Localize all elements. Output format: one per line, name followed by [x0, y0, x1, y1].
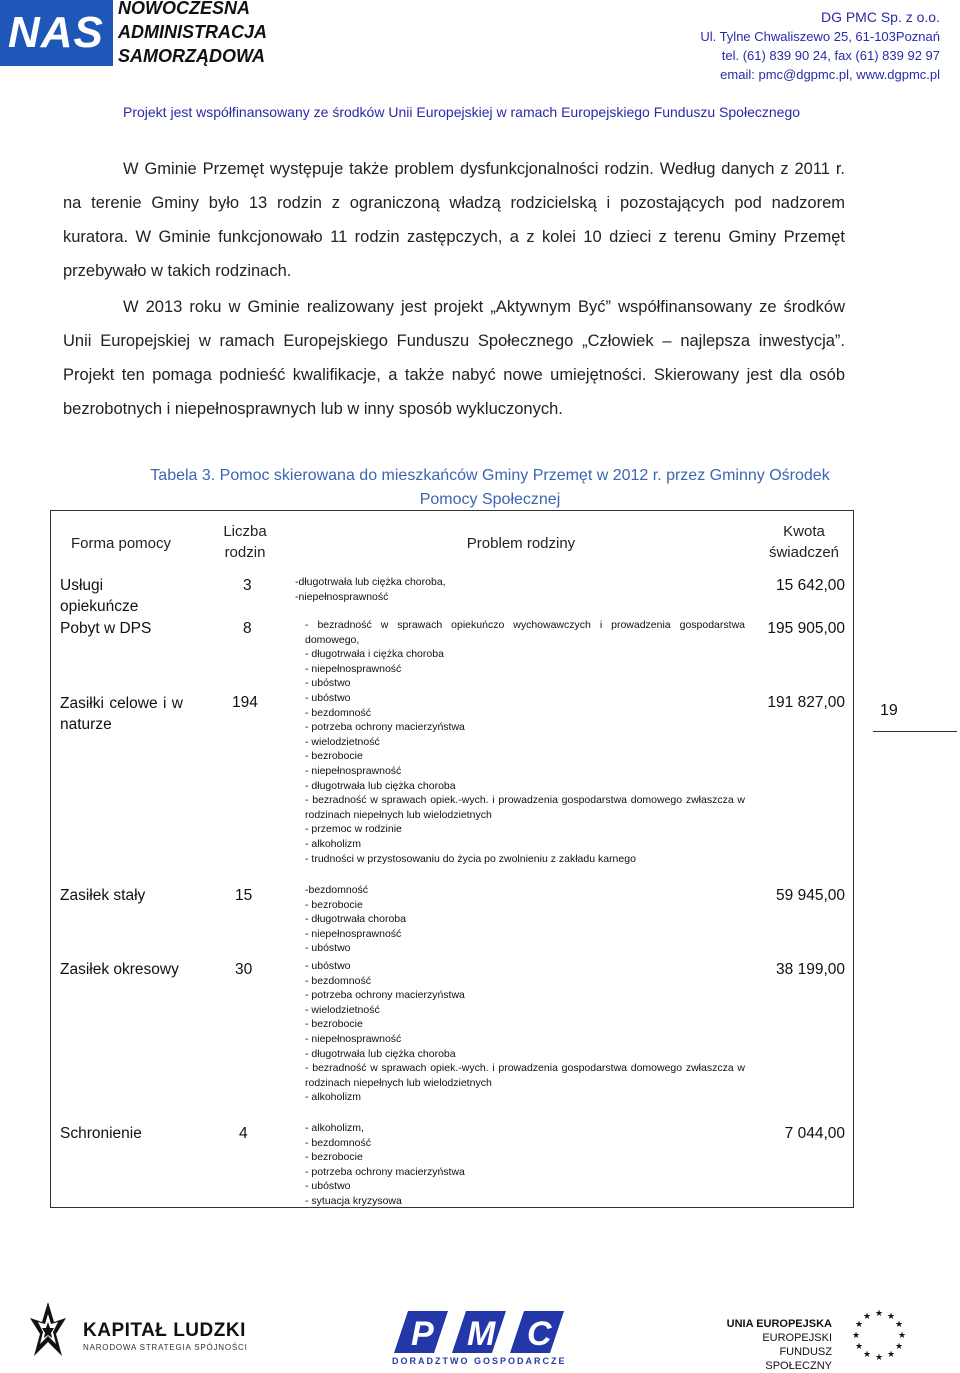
row-3-problem: - ubóstwo: [305, 692, 351, 704]
row-3-problem: - wielodzietność: [305, 735, 380, 748]
row-3-problem: - niepełnosprawność: [305, 764, 402, 777]
row-5-problem: - bezdomność: [305, 974, 371, 987]
row-5-problem: - ubóstwo: [305, 960, 351, 972]
row-2-form: Pobyt w DPS: [60, 620, 152, 637]
row-5-form: Zasiłek okresowy: [60, 961, 179, 978]
row-3-amount: 191 827,00: [767, 694, 845, 711]
row-3-problem: - trudności w przystosowaniu do życia po zwolnieniu z zakładu karnego: [305, 852, 636, 865]
row-4-problem: -bezdomność: [305, 884, 369, 896]
row-5-problem: - bezrobocie: [305, 1018, 363, 1031]
page-number-rule: [873, 731, 957, 732]
svg-text:★: ★: [894, 1342, 904, 1352]
nas-logo-abbr: NAS: [8, 8, 104, 57]
row-6-problems: [305, 1121, 745, 1209]
pmc-letter-p: P: [411, 1315, 434, 1353]
svg-text:★: ★: [854, 1342, 864, 1352]
ue-text: [720, 1317, 832, 1373]
row-2-count: 8: [243, 620, 252, 637]
header-form: Forma pomocy: [70, 535, 172, 552]
row-2-problem: - bezradność w sprawach opiekuńczo wychowawczych i prowadzenia gospodarstwa domowego,: [305, 619, 748, 646]
row-3-problem: - alkoholizm: [305, 837, 362, 850]
row-2-problem: - długotrwała i ciężka choroba: [305, 648, 444, 661]
row-6-problem: - alkoholizm,: [305, 1122, 364, 1134]
kapital-ludzki-title: KAPITAŁ LUDZKI: [83, 1320, 246, 1341]
svg-text:★: ★: [886, 1350, 896, 1360]
row-5-problem: - bezradność w sprawach opiek.-wych. i prowadzenia gospodarstwa domowego zwłaszcza w rodzinach niepełnych lub wielodzietnych: [305, 1062, 748, 1089]
row-2-problem: - niepełnosprawność: [305, 662, 402, 675]
header-count: Liczba rodzin: [223, 523, 267, 561]
page-number: 19: [880, 702, 898, 719]
svg-text:★: ★: [874, 1309, 884, 1319]
row-5-count: 30: [235, 961, 253, 978]
svg-text:★: ★: [854, 1320, 864, 1330]
svg-text:★: ★: [874, 1353, 884, 1363]
paragraph-1: W Gminie Przemęt występuje także problem dysfunkcjonalności rodzin. Według danych z 2011 r. na terenie Gminy było 13 rodzin z ograniczoną władzą rodzicielską i pozostających pod nadzorem kuratora. W Gminie funkcjonowało 11 rodzin zastępczych, a z kolei 10 dzieci z terenu Gminy Przemęt przebywało w takich rodzinach.: [63, 160, 845, 280]
row-6-problem: - sytuacja kryzysowa: [305, 1194, 402, 1207]
svg-text:★: ★: [897, 1331, 907, 1341]
svg-text:★: ★: [862, 1312, 872, 1322]
row-6-problem: - potrzeba ochrony macierzyństwa: [305, 1165, 465, 1178]
row-5-problem: - wielodzietność: [305, 1003, 380, 1016]
row-2-problem: - ubóstwo: [305, 677, 351, 690]
nas-logo-line-3: SAMORZĄDOWA: [118, 46, 265, 66]
svg-text:★: ★: [894, 1320, 904, 1330]
header-amount: Kwota świadczeń: [768, 523, 840, 561]
ue-line-3: FUNDUSZ SPOŁECZNY: [765, 1346, 832, 1372]
row-4-amount: 59 945,00: [776, 887, 845, 904]
row-5-problem: - długotrwała lub ciężka choroba: [305, 1047, 456, 1060]
row-1-problem: -niepełnosprawność: [295, 590, 389, 603]
row-4-problem: - niepełnosprawność: [305, 927, 402, 940]
ue-line-1: UNIA EUROPEJSKA: [726, 1318, 832, 1330]
company-email[interactable]: email: pmc@dgpmc.pl, www.dgpmc.pl: [720, 67, 940, 82]
row-6-problem: - bezrobocie: [305, 1151, 363, 1164]
row-6-problem: - bezdomność: [305, 1136, 371, 1149]
row-3-problem: - bezrobocie: [305, 750, 363, 763]
row-4-problem: - bezrobocie: [305, 898, 363, 911]
pmc-subtitle: DORADZTWO GOSPODARCZE: [392, 1356, 567, 1366]
eu-stars-flag-icon: [848, 1306, 910, 1366]
row-3-problem: - bezdomność: [305, 706, 371, 719]
nas-logo-line-2: ADMINISTRACJA: [118, 22, 268, 42]
row-1-count: 3: [243, 577, 252, 594]
nas-logo-line-1: NOWOCZESNA: [118, 0, 250, 18]
table-title: [60, 464, 920, 512]
row-3-form: Zasiłki celowe i w naturze: [60, 695, 183, 733]
ue-line-2: EUROPEJSKI: [762, 1332, 832, 1344]
paragraph-2: W 2013 roku w Gminie realizowany jest projekt „Aktywnym Być” współfinansowany ze środków Unii Europejskiej w ramach Europejskiego Funduszu Społecznego „Człowiek – najlepsza inwestycja”. Projekt ten pomaga podnieść kwalifikacje, a także nabyć nowe umiejętności. Skierowany jest dla osób bezrobotnych i niepełnosprawnych lub w inny sposób wykluczonych.: [63, 298, 845, 418]
row-2-problems: [305, 618, 748, 691]
row-1-form: Usługi opiekuńcze: [60, 577, 139, 615]
paragraph-project: [63, 290, 845, 426]
table-title-line-2: Pomocy Społecznej: [419, 491, 561, 508]
company-address: Ul. Tylne Chwaliszewo 25, 61-103Poznań: [700, 29, 940, 44]
row-3-count: 194: [232, 694, 258, 711]
row-5-problem: - potrzeba ochrony macierzyństwa: [305, 989, 465, 1002]
svg-text:★: ★: [886, 1312, 896, 1322]
project-cofinancing-line: Projekt jest współfinansowany ze środków Unii Europejskiej w ramach Europejskiego Funduszu Społecznego: [123, 104, 801, 120]
company-name: DG PMC Sp. z o.o.: [820, 9, 940, 25]
row-5-problem: - alkoholizm: [305, 1091, 362, 1104]
table-title-line-1: Tabela 3. Pomoc skierowana do mieszkańców Gminy Przemęt w 2012 r. przez Gminny Ośrodek: [150, 467, 830, 484]
row-6-amount: 7 044,00: [784, 1125, 845, 1142]
row-3-problem: - potrzeba ochrony macierzyństwa: [305, 721, 465, 734]
row-6-form: Schronienie: [60, 1125, 142, 1142]
row-4-problem: - ubóstwo: [305, 942, 351, 955]
row-3-problem: - przemoc w rodzinie: [305, 823, 402, 836]
row-5-problem: - niepełnosprawność: [305, 1032, 402, 1045]
assistance-table: [50, 510, 854, 1208]
svg-text:★: ★: [851, 1331, 861, 1341]
row-1-problem: -długotrwała lub ciężka choroba,: [295, 576, 446, 588]
row-1-amount: 15 642,00: [776, 577, 845, 594]
row-4-form: Zasiłek stały: [60, 887, 146, 904]
row-6-count: 4: [239, 1125, 248, 1142]
paragraph-family-dysfunction: [63, 152, 845, 288]
row-3-problem: - długotrwała lub ciężka choroba: [305, 779, 456, 792]
company-info: [610, 8, 940, 84]
row-4-problems: [305, 883, 745, 956]
header-problem: Problem rodziny: [466, 535, 576, 552]
row-3-problems: [305, 691, 748, 866]
row-2-amount: 195 905,00: [767, 620, 845, 637]
company-phone: tel. (61) 839 90 24, fax (61) 839 92 97: [721, 48, 940, 63]
row-1-problems: [295, 575, 735, 604]
svg-text:M: M: [467, 1315, 496, 1353]
row-6-problem: - ubóstwo: [305, 1180, 351, 1193]
kapital-ludzki-star-icon: [28, 1300, 68, 1360]
row-5-amount: 38 199,00: [776, 961, 845, 978]
svg-text:★: ★: [862, 1350, 872, 1360]
row-4-problem: - długotrwała choroba: [305, 913, 406, 926]
row-4-count: 15: [235, 887, 253, 904]
row-3-problem: - bezradność w sprawach opiek.-wych. i prowadzenia gospodarstwa domowego zwłaszcza w rodzinach niepełnych lub wielodzietnych: [305, 794, 748, 821]
svg-text:C: C: [527, 1315, 552, 1353]
kapital-ludzki-subtitle: NARODOWA STRATEGIA SPÓJNOŚCI: [83, 1343, 248, 1352]
row-5-problems: [305, 959, 748, 1105]
